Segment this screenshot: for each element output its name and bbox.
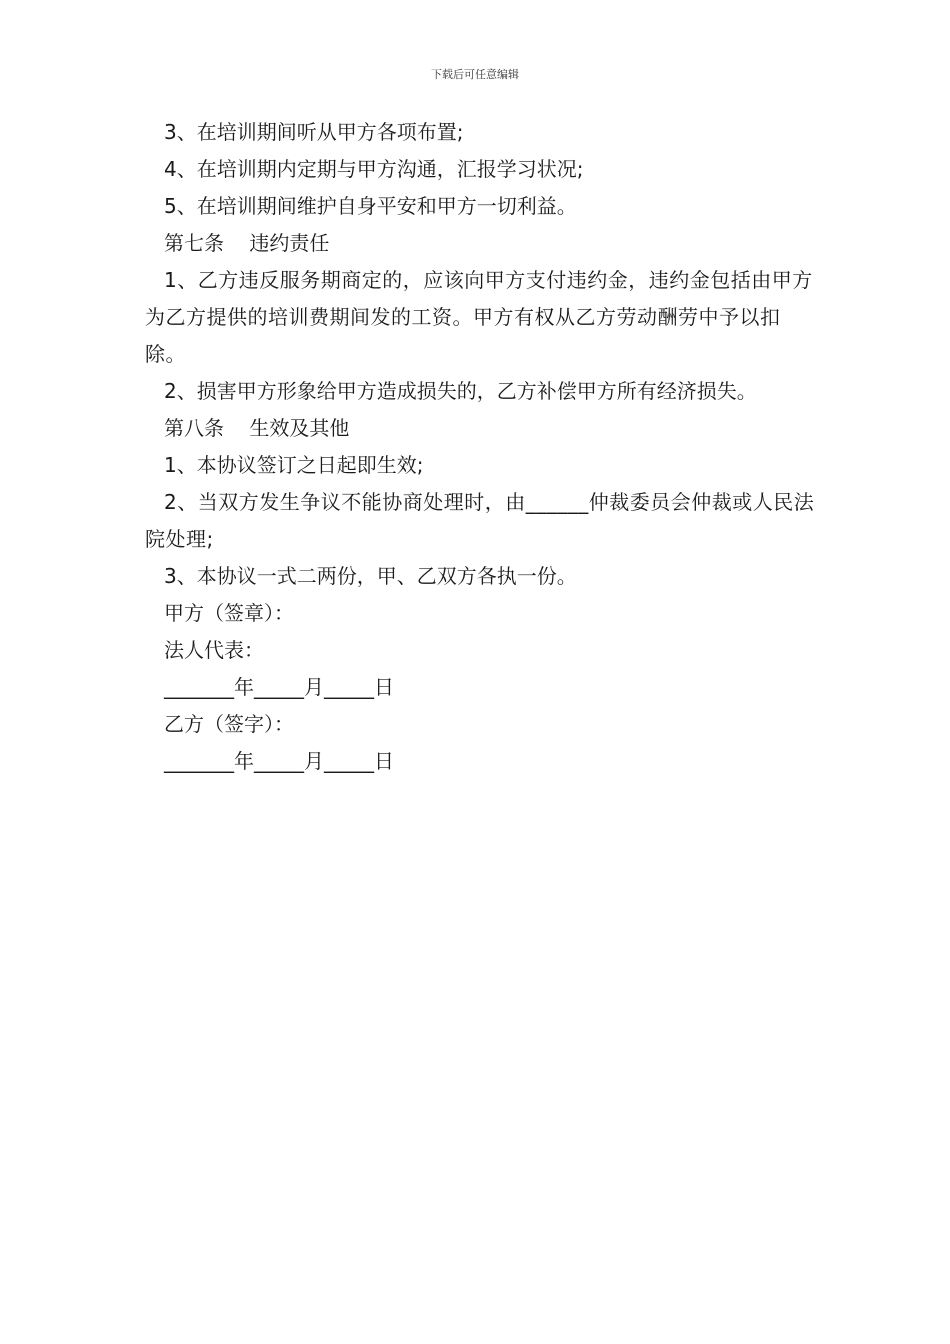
party-b-date-line: _______年_____月_____日 xyxy=(164,749,394,773)
article-7-heading: 第七条 违约责任 xyxy=(164,231,330,255)
party-a-date-line: _______年_____月_____日 xyxy=(164,675,394,699)
page-header: 下载后可任意编辑 xyxy=(431,68,519,81)
article-8-heading: 第八条 生效及其他 xyxy=(164,416,350,440)
clause-8-item-3: 3、本协议一式二两份，甲、乙双方各执一份。 xyxy=(164,564,577,588)
clause-7-item-2: 2、损害甲方形象给甲方造成损失的，乙方补偿甲方所有经济损失。 xyxy=(164,379,757,403)
party-a-signature-label: 甲方（签章）： xyxy=(164,601,294,625)
clause-6-item-3: 3、在培训期间听从甲方各项布置; xyxy=(164,120,464,144)
document-body xyxy=(145,114,815,780)
clause-6-item-5: 5、在培训期间维护自身平安和甲方一切利益。 xyxy=(164,194,577,218)
clause-8-item-1: 1、本协议签订之日起即生效; xyxy=(164,453,424,477)
clause-6-item-4: 4、在培训期内定期与甲方沟通，汇报学习状况; xyxy=(164,157,584,181)
clause-7-item-1: 1、乙方违反服务期商定的，应该向甲方支付违约金，违约金包括由甲方为乙方提供的培训费期间发的工资。甲方有权从乙方劳动酬劳中予以扣除。 xyxy=(145,268,813,366)
legal-representative-label: 法人代表： xyxy=(164,638,264,662)
party-b-signature-label: 乙方（签字）： xyxy=(164,712,294,736)
clause-8-item-2: 2、当双方发生争议不能协商处理时，由______仲裁委员会仲裁或人民法院处理; xyxy=(145,490,815,551)
